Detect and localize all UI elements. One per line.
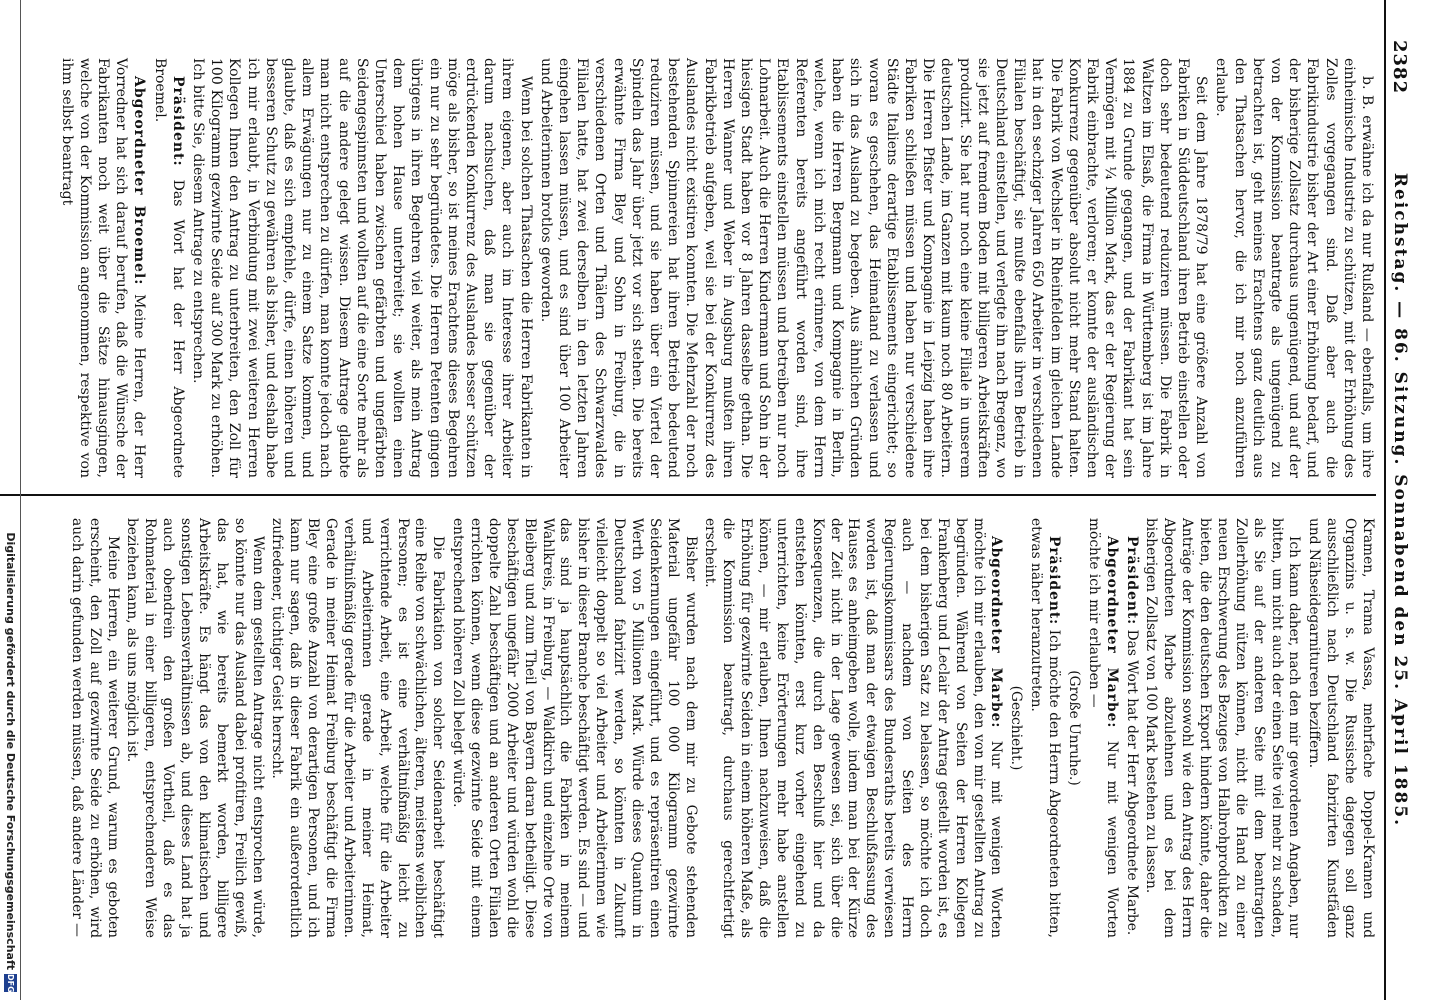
right-column [65, 518, 1376, 938]
speaker-paragraph: Abgeordneter Broemel: Meine Herren, der Herr Vorredner hat sich darauf berufen, daß die Wünsche der Fabrikanten noch weit über die Sätze hinausgingen, welche von der Kommission angenommen, respektive von ihm selbst beantragt [58, 58, 148, 478]
paragraph: Kramen, Trama Vassa, mehrfache Doppel-Kramen und Organzins u. s. w. Die Russische dagegen soll ganz ausschließlich nach Deutschland fabrizirten Kunstfäden und Nähseidegarnitureen beziffern. [1306, 518, 1376, 938]
paragraph: Die Fabrikation von solcher Seidenarbeit beschäftigt eine Reihe von schwächlichen, älteren, meistens weiblichen Personen; es ist eine verhältnißmäßig leicht zu verrichtende Arbeit, eine Arbeit, welche für die Arbeiter und Arbeiterinnen gerade in meiner Heimat, verhältnißmäßig gerade für die Arbeiter und Arbeiterinnen. Gerade in meiner Heimat Freiburg beschäftigt die Firma Bley eine große Anzahl von derartigen Personen, und ich kann nur sagen, daß in dieser Fabrik ein außerordentlich zufriedener, tüchtiger Geist herrscht. [269, 518, 447, 938]
speaker-paragraph: Präsident: Ich möchte den Herrn Abgeordneten bitten, etwas näher heranzutreten. [1028, 518, 1063, 938]
speaker-paragraph: Abgeordneter Marbe: Nur mit wenigen Worten möchte ich mir erlauben — [1085, 518, 1120, 938]
digitization-footer [0, 0, 21, 1000]
page-header [1384, 0, 1414, 1000]
speaker-name: Abgeordneter Broemel: [131, 76, 148, 286]
paragraph: Ich kann daher, nach den mir gewordenen Angaben, nur bitten, um nicht auch der einen Seite viel mehr zu schaden, als Sie auf der anderen Seite mit dem beantragten Zollerhöhung nützen können, nicht die Hand zu einer neuen Erschwerung des Bezuges von Halbrohprodukten zu bieten, die den deutschen Export hindern könnte, daher die Anträge der Kommission sowohl wie den Antrag des Herrn Abgeordneten Marbe abzulehnen und es bei dem bisherigen Zollsatz von 100 Mark bestehen zu lassen. [1143, 518, 1303, 938]
paragraph: Bisher wurden nach dem mir zu Gebote stehenden Material ungefähr 100 000 Kilogramm gezwirnte Seidenkernungen eingeführt, und es repräsentiren einen Werth von 5 Millionen Mark. Würde dieses Quantum in Deutschland fabrizirt werden, so könnten in Zukunft vielleicht doppelt so viel Arbeiter und Arbeiterinnen wie bisher in dieser Branche beschäftigt werden. Es sind — und das sind ja hauptsächlich die Fabriken in meinem Wahlkreis, in Freiburg, — Waldkirch und einzelne Orte von Bleiberg und zum Theil von Bayern daran betheiligt. Diese beschäftigen ungefähr 2000 Arbeiter und würden wohl die doppelte Zahl beschäftigen und an anderen Orten Filialen errichten können, wenn diese gezwirnte Seide mit einem entsprechend höheren Zoll belegt würde. [450, 518, 699, 938]
paragraph: Seit dem Jahre 1878/79 hat eine größere Anzahl von Fabriken in Süddeutschland ihren Betrieb einstellen oder doch sehr bedeutend reduziren müssen. Die Fabrik in Waltzen im Elsaß, die Firma in Württemberg ist im Jahre 1884 zu Grunde gegangen, und der Fabrikant hat sein Vermögen mit ¼ Million Mark, das er der Regierung der Fabrik einbrachte, verloren; er konnte der ausländischen Konkurrenz gegenüber absolut nicht mehr Stand halten. Die Fabrik von Wechsler in Rheinfelden im gleichen Lande hat in den sechziger Jahren 650 Arbeiter in verschiedenen Filialen beschäftigt, sie mußte ebenfalls ihren Betrieb in Deutschland einstellen, und verlegte ihn nach Bregenz, wo sie jetzt auf fremdem Boden mit billigeren Arbeitskräften produzirt. Sie hat nur noch eine kleine Filiale in unserem deutschen Lande, im Ganzen mit kaum noch 80 Arbeitern. Die Herren Pfister und Kompagnie in Leipzig haben ihre Fabriken schließen müssen und haben nur verschiedene Städte Italiens derartige Etablissements eingerichtet; so woran es geschehen, das Heimatland zu verlassen und sich in das Ausland zu begeben. Aus ähnlichen Gründen haben die Herren Bergmann und Kompagnie in Berlin, welche, wenn ich mich recht erinnere, von dem Herrn Referenten bereits angeführt worden sind, ihre Etablissements einstellen müssen und betreiben nur noch Lohnarbeit. Auch die Herren Kindermann und Sohn in der hiesigen Stadt haben vor 8 Jahren dasselbe gethan. Die Herren Wanner und Weber in Augsburg mußten ihren Fabrikbetrieb aufgeben, weil sie bei der Konkurrenz des Auslandes nicht existiren konnten. Die Mehrzahl der noch bestehenden Spinnereien hat ihren Betrieb bedeutend reduziren müssen, und sie haben über ein Viertel der Spindeln das Jahr über jetzt vor sich stehen. Die bereits erwähnte Firma Bley und Sohn in Freiburg, die in verschiedenen Orten und Thälern des Schwarzwaldes Filialen hatte, hat zwei derselben in den letzten Jahren eingehen lassen müssen, und es sind über 100 Arbeiter und Arbeiterinnen brotlos geworden. [537, 58, 1210, 478]
running-title: Reichstag. — 86. Sitzung. Sonnabend den 25. April 1885. [1390, 172, 1410, 828]
dfg-logo: DFG [6, 974, 15, 993]
speaker-paragraph: Präsident: Das Wort hat der Herr Abgeordnete Broemel. [151, 58, 186, 478]
page-number: 2382 [1389, 40, 1410, 95]
stage-direction: (Große Unruhe.) [1066, 670, 1082, 786]
column-divider [0, 494, 1376, 496]
left-column [55, 58, 1376, 478]
paragraph: Wenn bei solchen Thatsachen die Herren Fabrikanten in ihrem eigenen, aber auch im Interesse ihrer Arbeiter darum nachsuchen, daß man sie gegenüber der erdrückenden Konkurrenz des Auslandes besser schützen möge als bisher, so ist meines Erachtens dieses Begehren ein nur zu sehr begründetes. Die Herren Petenten gingen übrigens in ihren Begehren viel weiter, als mein Antrag dem hohen Hause unterbreitet; sie wollten einen Unterschied haben zwischen gefärbten und ungefärbten Seidengespinnsten und wollten auf die eine Sorte mehr als auf die andere gelegt wissen. Diesem Antrage glaubte man nicht entsprechen zu dürfen, man konnte jedoch nach allem Erwägungen nur zu einem Satze kommen, und glaubte, daß es sich empfehle, dürfe, einen höheren und besseren Schutz zu gewähren als bisher, und deshalb habe ich mir erlaubt, in Verbindung mit zwei weiteren Herren Kollegen Ihnen den Antrag zu unterbreiten, den Zoll für 100 Kilogramm gezwirnte Seide auf 300 Mark zu erhöhen. Ich bitte Sie, diesem Antrage zu entsprechen. [190, 58, 534, 478]
paragraph: Meine Herren, ein weiterer Grund, warum es geboten erscheint, den Zoll auf gezwirnte Seide zu erhöhen, wird auch darin gefunden werden müssen, daß andere Länder — [68, 518, 121, 938]
speaker-name: Präsident: [169, 76, 186, 167]
speaker-name: Präsident: [1046, 536, 1063, 626]
funding-credit: Digitalisierung gefördert durch die Deutsche Forschungsgemeinschaft [4, 532, 17, 970]
stage-direction: (Geschieht.) [1008, 685, 1025, 771]
speaker-name: Abgeordneter Marbe: [988, 536, 1005, 729]
speaker-paragraph: Präsident: Das Wort hat der Herr Abgeordnete Marbe. [1123, 536, 1140, 936]
speaker-name: Präsident: [1123, 536, 1140, 626]
paragraph: b. B. erwähne ich da nur Rußland — ebenfalls, um ihre einheimische Industrie zu schützen, mit der Erhöhung des Zolles vorgegangen sind. Daß aber auch die Fabrikindustrie bisher der Art einer Erhöhung bedarf, und der bisherige Zollsatz durchaus ungenügend, und auf der von der Kommission beantragte als ungenügend zu betrachten ist, geht meines Erachtens ganz deutlich aus den Thatsachen hervor, die ich mir noch anzuführen erlaube. [1213, 58, 1375, 478]
paragraph: Wenn dem gestellten Antrage nicht entsprochen würde, so könnte nur das Ausland dabei profitiren, Freilich gewiß, das hat, wie bereits bemerkt worden, billigere Arbeitskräfte. Es hängt das von den klimatischen und sonstigen Lebensverhältnissen ab, und dieses Land hat ja auch obendrein den großen Vortheil, daß es das Rohmaterial in einer billigeren, entsprechenderen Weise beziehen kann, als uns möglich ist. [124, 518, 266, 938]
speaker-paragraph: Abgeordneter Marbe: Nur mit wenigen Worten möchte ich mir erlauben, den von mir gestellten Antrag zu begründen. Während von Seiten der Herren Kollegen Frankenberg und Leclair der Antrag gestellt worden ist, es bei dem bisherigen Satz zu belassen, so möchte ich doch auch — nachdem von Seiten des Herrn Regierungskommissars des Bundesraths bereits verwiesen worden ist, daß man der etwaigen Beschlußfassung des Hauses es anheimgeben wolle, indem man bei der Kürze der Zeit nicht in der Lage gewesen sei, sich über die Konsequenzen, die durch den Beschluß hier und da entstehen könnten, erst kurz vorher eingehend zu unterrichten, keine Erörterungen mehr habe anstellen können, — mir erlauben, Ihnen nachzuweisen, daß die Erhöhung für gezwirnte Seiden in einem höheren Maße, als die Kommission beantragt, durchaus gerechtfertigt erscheint. [702, 518, 1005, 938]
speaker-name: Abgeordneter Marbe: [1103, 536, 1120, 729]
